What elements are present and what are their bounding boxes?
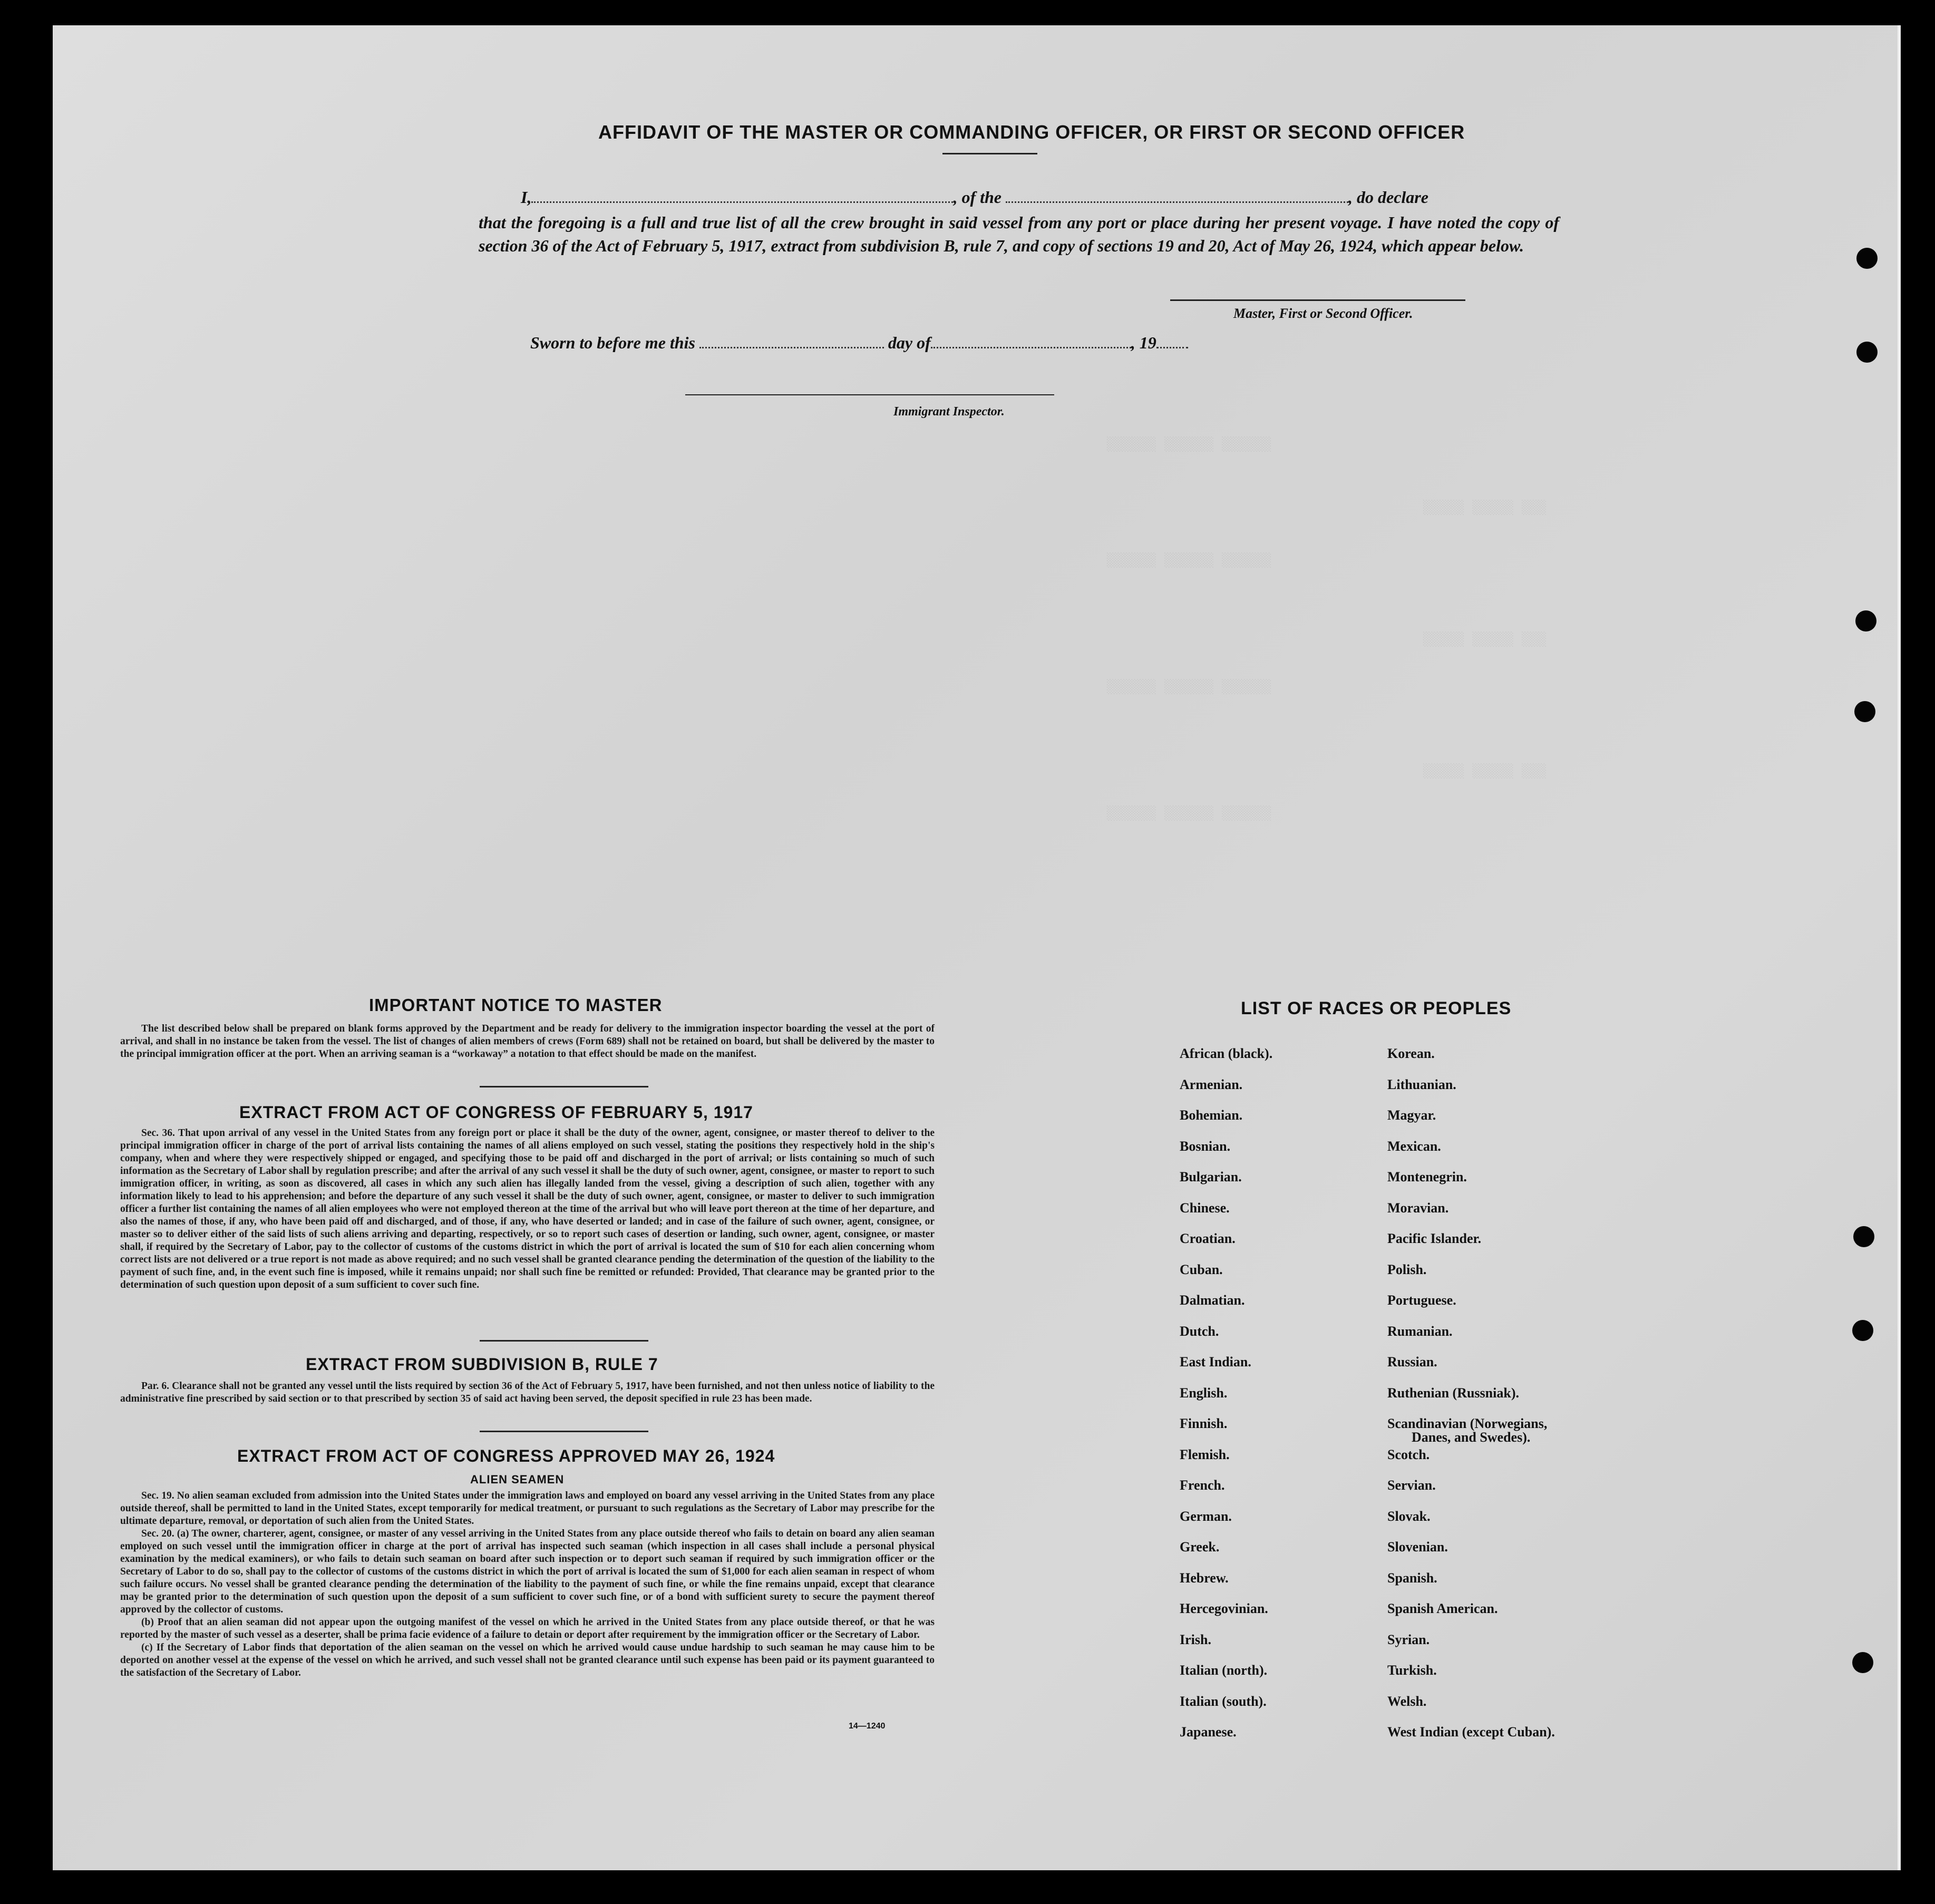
vessel-name-field[interactable] <box>1006 201 1348 203</box>
race-item: Portuguese. <box>1387 1293 1456 1308</box>
race-item: Magyar. <box>1387 1108 1436 1123</box>
race-item: Slovak. <box>1387 1508 1431 1524</box>
par6-paragraph: Par. 6. Clearance shall not be granted any vessel until the lists required by section 36 of the Act of February 5, 1917, have been furnished, and not then unless notice of liability to the administrative fine prescribed by said section or to that prescribed by section 35 of said act having been served, the deposit specified in rule 23 has been made. <box>120 1381 935 1404</box>
race-item: Welsh. <box>1387 1693 1427 1709</box>
affidavit-body: that the foregoing is a full and true list of all the crew brought in said vessel from any port or place during her present voyage. I have noted the copy of section 36 of the Act of February 5, 1917, extract from subdivision B, rule 7, and copy of sections 19 and 20, Act of May 26, 1924, which appear below. <box>479 213 1559 255</box>
extract-1924-text <box>120 1490 935 1679</box>
bleed-through-texture: ░░░░░░ ░░░░░░ ░░░░░░ ░░░░░░ ░░░░░░ ░░░░░░ ░░░░░░ ░░░░░░ ░░░░░░ ░░░░░░ ░░░░░░ ░░░░░░ ░░░░░ ░░░░░ ░░░ ░░░░░ ░░░░░ ░░░ ░░░░░ ░░░░░ ░░░ <box>1107 436 1547 821</box>
document-sheet <box>53 25 1901 1870</box>
race-item: Hebrew. <box>1180 1570 1229 1586</box>
race-item: Polish. <box>1387 1261 1427 1277</box>
alien-seamen-subtitle: ALIEN SEAMEN <box>470 1473 565 1486</box>
race-item: Russian. <box>1387 1354 1437 1369</box>
binder-hole <box>1855 610 1876 632</box>
race-item: Finnish. <box>1180 1416 1228 1431</box>
rule7-text <box>120 1380 935 1405</box>
binder-hole <box>1854 701 1875 722</box>
race-item: Syrian. <box>1387 1631 1430 1647</box>
sworn-line <box>530 333 1188 353</box>
race-item: Bosnian. <box>1180 1138 1231 1154</box>
race-item: Ruthenian (Russniak). <box>1387 1385 1519 1401</box>
race-item: Montenegrin. <box>1387 1169 1467 1184</box>
notice-title: IMPORTANT NOTICE TO MASTER <box>369 995 663 1015</box>
affidavit-title: AFFIDAVIT OF THE MASTER OR COMMANDING OFFICER, OR FIRST OR SECOND OFFICER <box>598 121 1465 143</box>
declaration-i: I, <box>521 188 532 207</box>
inspector-label: Immigrant Inspector. <box>893 405 1005 419</box>
race-item: Mexican. <box>1387 1138 1441 1154</box>
race-item: Hercegovinian. <box>1180 1601 1268 1616</box>
sworn-month-field[interactable] <box>931 347 1131 348</box>
race-item: Spanish American. <box>1387 1601 1498 1616</box>
binder-hole <box>1852 1652 1873 1673</box>
race-item: Cuban. <box>1180 1261 1223 1277</box>
notice-paragraph: The list described below shall be prepared on blank forms approved by the Department and be ready for delivery to the immigration inspector boarding the vessel at the port of arrival, and shall in no instance be taken from the vessel. The list of changes of alien members of crews (Form 689) shall not be retained on board, but shall be delivered by the master to the principal immigration officer at the port. When an arriving seaman is a “workaway” a notation to that effect should be made on the manifest. <box>120 1023 935 1060</box>
race-item: Italian (south). <box>1180 1693 1267 1709</box>
sworn-day-field[interactable] <box>699 347 884 348</box>
race-item: Scotch. <box>1387 1446 1430 1462</box>
race-item: Pacific Islander. <box>1387 1231 1482 1246</box>
sec20b-paragraph: (b) Proof that an alien seaman did not appear upon the outgoing manifest of the vessel on which he arrived in the United States from any place outside thereof, or that he was reported by the master of such vessel as a deserter, shall be prima facie evidence of a failure to detain or deport after requirement by the immigration officer or the Secretary of Labor. <box>120 1617 935 1640</box>
race-item: English. <box>1180 1385 1228 1401</box>
race-item: Flemish. <box>1180 1446 1230 1462</box>
race-item: Rumanian. <box>1387 1323 1453 1339</box>
affidavit-title-rule <box>942 153 1037 154</box>
binder-hole <box>1852 1320 1873 1341</box>
sec19-paragraph: Sec. 19. No alien seaman excluded from admission into the United States under the immigration laws and employed on board any vessel arriving in the United States from any place outside thereof, shall be permitted to land in the United States, except temporarily for medical treatment, or pursuant to such regulations as the Secretary of Labor may prescribe for the ultimate departure, removal, or deportation of such alien from the United States. <box>120 1490 935 1527</box>
race-item: Chinese. <box>1180 1200 1230 1216</box>
rule7-rule <box>480 1431 648 1432</box>
master-signature-line[interactable] <box>1170 299 1465 301</box>
race-item: Scandinavian (Norwegians, <box>1387 1416 1548 1431</box>
sworn-text: Sworn to before me this <box>530 333 695 352</box>
race-item: Dutch. <box>1180 1323 1219 1339</box>
sec20c-paragraph: (c) If the Secretary of Labor finds that deportation of the alien seaman on the vessel on which he arrived would cause undue hardship to such seaman he may cause him to be deported on another vessel at the expense of the vessel on which he arrived, and such vessel shall not be granted clearance until such expense has been paid or its payment guaranteed to the satisfaction of the Secretary of Labor. <box>120 1642 935 1678</box>
race-item-continuation: Danes, and Swedes). <box>1412 1430 1531 1445</box>
race-item: German. <box>1180 1508 1232 1524</box>
race-item: African (black). <box>1180 1046 1273 1061</box>
master-signature-label: Master, First or Second Officer. <box>1233 306 1413 321</box>
race-item: Spanish. <box>1387 1570 1437 1586</box>
form-number: 14—1240 <box>849 1722 886 1731</box>
race-item: French. <box>1180 1478 1225 1493</box>
extract-1917-rule <box>480 1340 648 1342</box>
affidavit-declaration-line <box>521 188 1428 207</box>
race-item: Greek. <box>1180 1539 1220 1555</box>
declaration-do-declare: , do declare <box>1348 188 1428 207</box>
race-item: West Indian (except Cuban). <box>1387 1724 1555 1740</box>
race-item: Slovenian. <box>1387 1539 1448 1555</box>
notice-rule <box>480 1086 648 1087</box>
rule7-title: EXTRACT FROM SUBDIVISION B, RULE 7 <box>306 1355 658 1374</box>
sec20a-paragraph: Sec. 20. (a) The owner, charterer, agent, consignee, or master of any vessel arriving in the United States from any place outside thereof who fails to detain on board any alien seaman employed on such vessel until the immigration officer in charge at the port of arrival has inspected such seaman (which inspection in all cases shall include a personal physical examination by the medical examiners), or who fails to detain such seaman on board after such inspection or to deport such seaman if required by such immigration officer or the Secretary of Labor to do so, shall pay to the collector of customs of the customs district in which the port of arrival is located the sum of $1,000 for each alien seaman in respect of whom such failure occurs. No vessel shall be granted clearance pending the determination of the liability to the payment of such fine, or while the fine remains unpaid, except that clearance may be granted prior to the determination of such question upon the deposit of a sum sufficient to cover such fine, or of a bond with sufficient surety to secure the payment thereof approved by the collector of customs. <box>120 1528 935 1615</box>
race-item: Turkish. <box>1387 1663 1437 1678</box>
extract-1917-title: EXTRACT FROM ACT OF CONGRESS OF FEBRUARY 5, 1917 <box>239 1103 753 1122</box>
race-item: Japanese. <box>1180 1724 1237 1740</box>
declaration-of-the: , of the <box>953 188 1001 207</box>
sworn-year-prefix: , 19 <box>1131 333 1156 352</box>
binder-hole <box>1856 342 1878 363</box>
sec36-paragraph: Sec. 36. That upon arrival of any vessel in the United States from any foreign port or place it shall be the duty of the owner, agent, consignee, or master thereof to deliver to the principal immigration officer in charge of the port of arrival lists containing the names of all aliens employed on such vessel, stating the positions they respectively hold in the ship's company, when and where they were respectively shipped or engaged, and specifying those to be paid off and discharged in the port of arrival; or lists containing so much of such information as the Secretary of Labor shall by regulation prescribe; and after the arrival of any such vessel it shall be the duty of such owner, agent, consignee, or master to report to such immigration officer, in writing, as soon as discovered, all cases in which any such alien has illegally landed from the vessel, giving a description of such alien, together with any information likely to lead to his apprehension; and before the departure of any such vessel it shall be the duty of such owner, agent, consignee, or master to deliver to such immigration officer a further list containing the names of all alien employees who were not employed thereon at the time of the arrival but who will leave port thereon at the time of her departure, and also the names of those, if any, who have been paid off and discharged, and of those, if any, who have deserted or landed; and in case of the failure of such owner, agent, consignee, or master so to deliver either of the said lists of such aliens arriving and departing, respectively, or so to report such cases of desertion or landing, such owner, agent, consignee, or master shall, if required by the Secretary of Labor, pay to the collector of customs of the customs district in which the port of arrival is located the sum of $10 for each alien concerning whom correct lists are not delivered or a true report is not made as above required; and no such vessel shall be granted clearance pending the determination of the question of the liability to the payment of such fine, and, in the event such fine is imposed, while it remains unpaid; nor shall such fine be remitted or refunded: Provided, That clearance may be granted prior to the determination of such question upon deposit of a sum sufficient to cover such fine. <box>120 1128 935 1290</box>
race-item: Bohemian. <box>1180 1108 1243 1123</box>
races-title: LIST OF RACES OR PEOPLES <box>1241 998 1512 1018</box>
officer-name-field[interactable] <box>531 201 953 203</box>
race-item: Dalmatian. <box>1180 1293 1245 1308</box>
race-item: Italian (north). <box>1180 1663 1268 1678</box>
binder-hole <box>1853 1226 1874 1247</box>
race-item: Irish. <box>1180 1631 1211 1647</box>
race-item: East Indian. <box>1180 1354 1251 1369</box>
race-item: Armenian. <box>1180 1076 1243 1092</box>
extract-1917-text <box>120 1127 935 1291</box>
race-item: Bulgarian. <box>1180 1169 1242 1184</box>
sworn-year-field[interactable] <box>1156 347 1188 348</box>
race-item: Servian. <box>1387 1478 1436 1493</box>
sworn-day-of: day of <box>888 333 931 352</box>
extract-1924-title: EXTRACT FROM ACT OF CONGRESS APPROVED MAY 26, 1924 <box>237 1446 775 1465</box>
race-item: Korean. <box>1387 1046 1435 1061</box>
race-item: Croatian. <box>1180 1231 1236 1246</box>
race-item: Moravian. <box>1387 1200 1449 1216</box>
race-item: Lithuanian. <box>1387 1076 1456 1092</box>
notice-text <box>120 1023 935 1061</box>
inspector-signature-line[interactable] <box>685 394 1054 395</box>
binder-hole <box>1856 248 1878 269</box>
